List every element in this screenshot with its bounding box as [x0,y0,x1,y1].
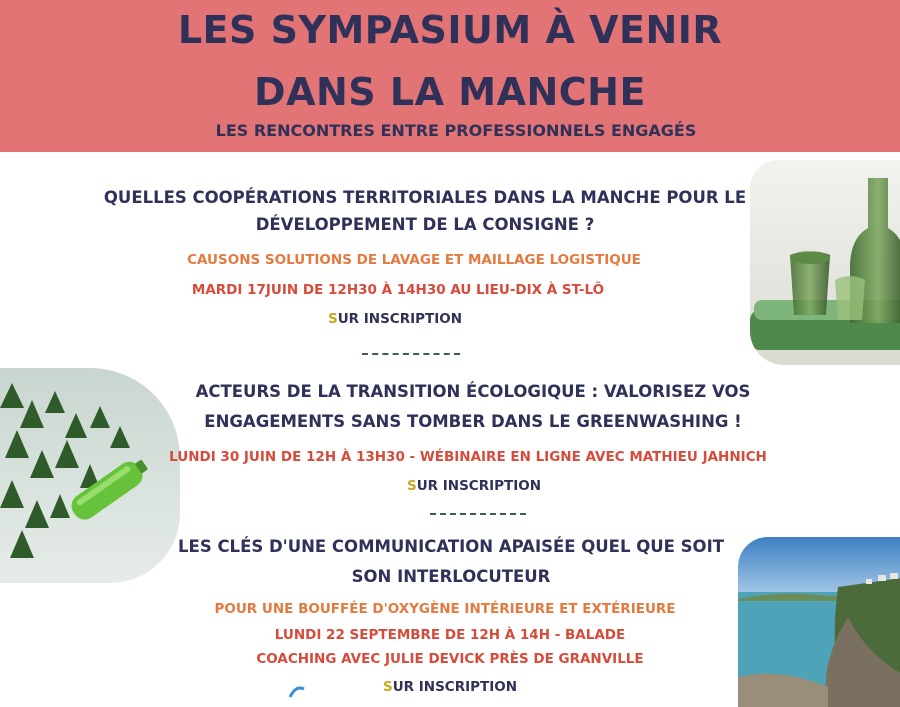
event2-date: LUNDI 30 JUIN DE 12H À 13H30 - WÉBINAIRE EN LIGNE AVEC MATHIEU JAHNICH [169,449,767,465]
page-title-line2: DANS LA MANCHE [254,70,646,114]
event1-title-line1: QUELLES COOPÉRATIONS TERRITORIALES DANS LA MANCHE POUR LE [103,188,747,207]
event3-title-line2: SON INTERLOCUTEUR [351,567,551,586]
partner-logo [288,684,306,698]
event3-title-line1: LES CLÉS D'UNE COMMUNICATION APAISÉE QUEL QUE SOIT [178,537,724,556]
event3-registration-initial: S [382,679,393,695]
event1-registration-text: UR INSCRIPTION [337,311,463,327]
event2-registration-initial: S [406,478,417,494]
event3-date: LUNDI 22 SEPTEMBRE DE 12H À 14H - BALADE [274,627,626,643]
page-subtitle: LES RENCONTRES ENTRE PROFESSIONNELS ENGAGÉS [215,121,697,140]
event3-detail: COACHING AVEC JULIE DEVICK PRÈS DE GRANVILLE [256,651,644,667]
page-title-line1: LES SYMPASIUM À VENIR [177,8,723,52]
divider [362,353,460,355]
event1-date: MARDI 17JUIN DE 12H30 À 14H30 AU LIEU-DIX À ST-LÔ [191,282,605,298]
event1-title-line2: DÉVELOPPEMENT DE LA CONSIGNE ? [255,215,595,234]
event2-registration-link[interactable] [0,477,900,495]
event3-registration-link[interactable] [0,678,900,696]
event3-tagline: POUR UNE BOUFFÉE D'OXYGÈNE INTÉRIEURE ET EXTÉRIEURE [214,601,676,617]
event2-registration-text: UR INSCRIPTION [416,478,542,494]
event3-registration-text: UR INSCRIPTION [392,679,518,695]
divider [430,513,526,515]
event1-registration-initial: S [327,311,338,327]
event2-title-line1: ACTEURS DE LA TRANSITION ÉCOLOGIQUE : VALORISEZ VOS [195,382,751,401]
event2-title-line2: ENGAGEMENTS SANS TOMBER DANS LE GREENWASHING ! [204,412,742,431]
event1-registration-link[interactable] [0,310,790,328]
event1-tagline: CAUSONS SOLUTIONS DE LAVAGE ET MAILLAGE LOGISTIQUE [187,252,641,268]
